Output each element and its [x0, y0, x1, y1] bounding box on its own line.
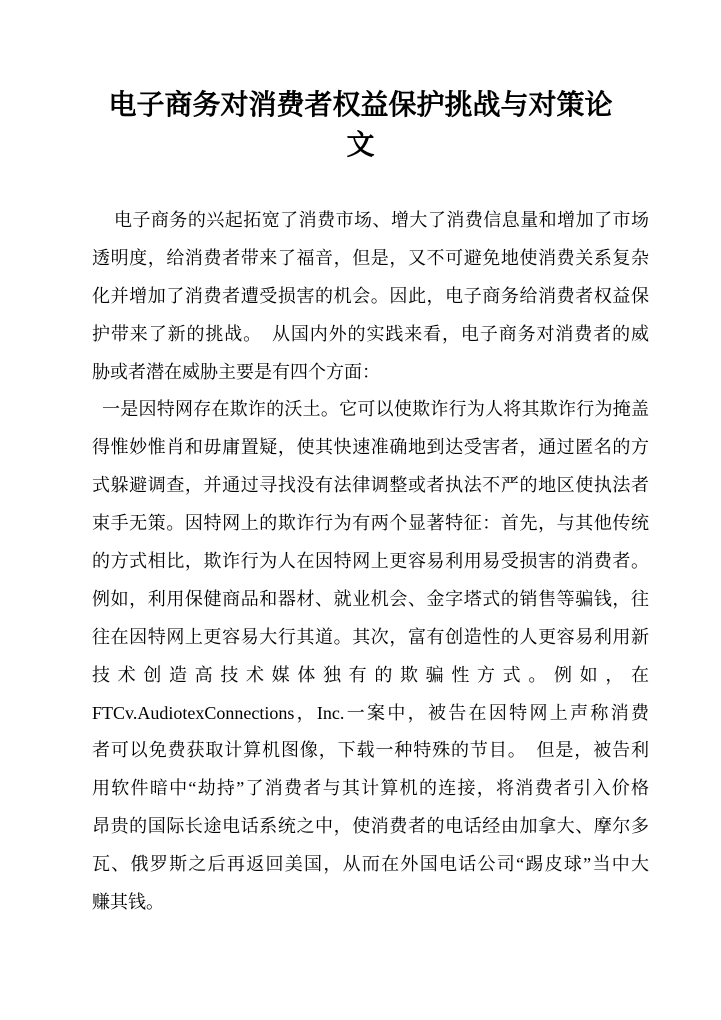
title-line: 文	[346, 130, 375, 161]
text-line: 赚其钱。	[92, 892, 164, 913]
paragraph	[92, 202, 649, 391]
text-line: 用软件暗中“劫持”了消费者与其计算机的连接，将消费者引入价格	[92, 778, 649, 799]
text-line: 一是因特网存在欺诈的沃土。它可以使欺诈行为人将其欺诈行为掩盖	[102, 399, 649, 420]
text-line: 透明度，给消费者带来了福音，但是，又不可避免地使消费关系复杂	[92, 247, 649, 268]
document-body	[92, 202, 649, 922]
text-line: 例如，利用保健商品和器材、就业机会、金字塔式的销售等骗钱，往	[92, 588, 649, 609]
text-line: 的方式相比，欺诈行为人在因特网上更容易利用易受损害的消费者。	[92, 551, 649, 572]
text-line: 式躲避调查，并通过寻找没有法律调整或者执法不严的地区使执法者	[92, 475, 649, 496]
text-line: 昂贵的国际长途电话系统之中，使消费者的电话经由加拿大、摩尔多	[92, 816, 649, 837]
text-line: 胁或者潜在威胁主要是有四个方面：	[92, 361, 380, 382]
paragraph	[92, 391, 649, 921]
title-line: 电子商务对消费者权益保护挑战与对策论	[108, 90, 613, 121]
text-line: 得惟妙惟肖和毋庸置疑，使其快速准确地到达受害者，通过匿名的方	[92, 437, 649, 458]
text-line: 电子商务的兴起拓宽了消费市场、增大了消费信息量和增加了市场	[114, 210, 649, 230]
document-title	[0, 86, 721, 166]
text-line: FTCv.AudiotexConnections，Inc.一案中，被告在因特网上声称消费	[92, 702, 649, 723]
text-line: 者可以免费获取计算机图像，下载一种特殊的节目。 但是，被告利	[92, 740, 649, 761]
text-line: 化并增加了消费者遭受损害的机会。因此，电子商务给消费者权益保	[92, 285, 649, 306]
text-line: 束手无策。因特网上的欺诈行为有两个显著特征：首先，与其他传统	[92, 513, 649, 534]
text-line: 护带来了新的挑战。 从国内外的实践来看，电子商务对消费者的威	[92, 323, 649, 344]
text-line: 瓦、俄罗斯之后再返回美国，从而在外国电话公司“踢皮球”当中大	[92, 854, 649, 875]
text-line: 往在因特网上更容易大行其道。其次，富有创造性的人更容易利用新	[92, 626, 649, 647]
text-line: 技术创造高技术媒体独有的欺骗性方式。例如，在	[92, 664, 649, 685]
